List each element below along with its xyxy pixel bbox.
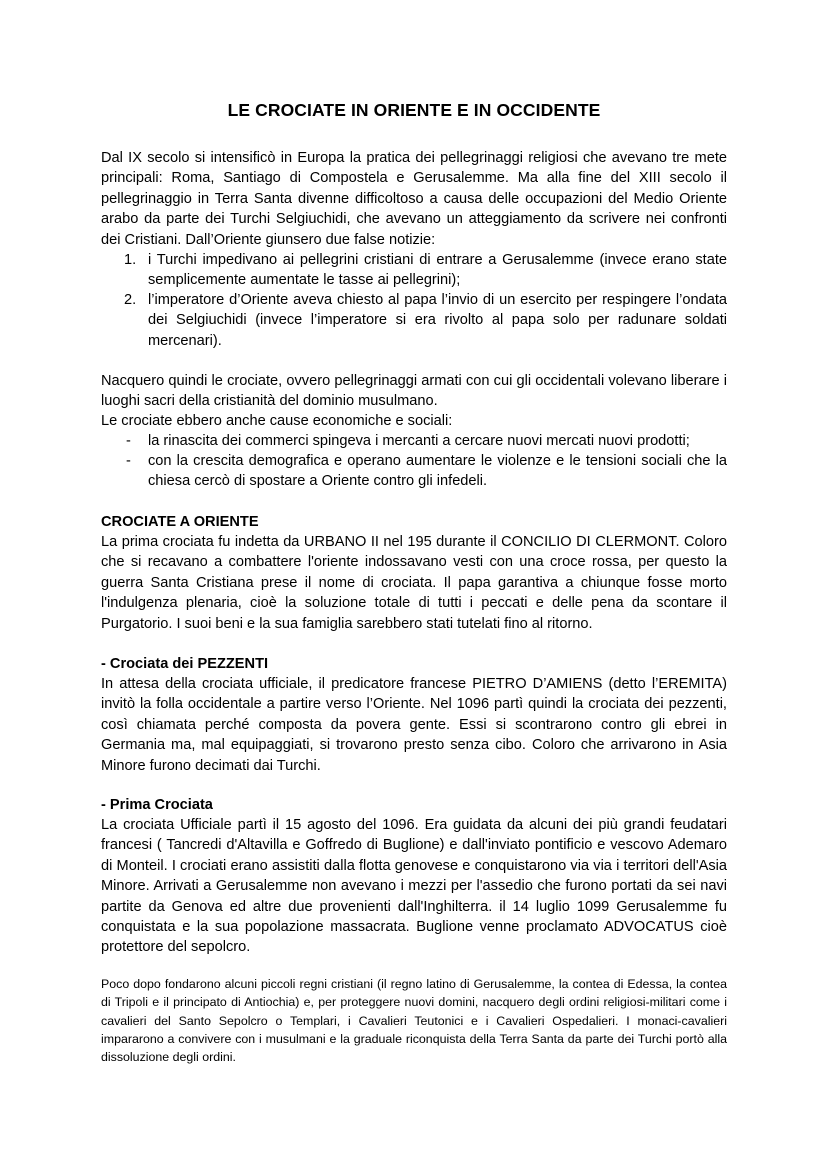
list-marker: - [126, 453, 131, 469]
section-text-oriente: La prima crociata fu indetta da URBANO II nel 195 durante il CONCILIO DI CLERMONT. Coloro che si recavano a combattere l'oriente indossavano vesti con una croce rossa, per questo la guerra Santa Cristiana prese il nome di crociata. Il papa garantiva a chiunque fosse morto l'indulgenza plenaria, cioè la soluzione totale di tutti i peccati e delle pena da scontare il Purgatorio. I suoi beni e la sua famiglia sarebbero stati tutelati fino al ritorno. [101, 534, 727, 632]
section-heading-pezzenti: - Crociata dei PEZZENTI [101, 656, 269, 672]
list-item: con la crescita demografica e operano aumentare le violenze e le tensioni sociali che la chiesa cercò di spostare a Oriente contro gli infedeli. [148, 453, 727, 490]
birth-paragraph: Nacquero quindi le crociate, ovvero pellegrinaggi armati con cui gli occidentali volevano liberare i luoghi sacri della cristianità del dominio musulmano. [101, 373, 727, 410]
section-heading-prima: - Prima Crociata [101, 797, 213, 813]
intro-paragraph: Dal IX secolo si intensificò in Europa la pratica dei pellegrinaggi religiosi che avevano tre mete principali: Roma, Santiago di Compostela e Gerusalemme. Ma alla fine del XIII secolo il pellegrinaggio in Terra Santa divenne difficoltoso a causa delle occupazioni del Medio Oriente arabo da parte dei Turchi Selgiuchidi, che avevano un atteggiamento da scrivere nei confronti dei Cristiani. Dall’Oriente giunsero due false notizie: [101, 150, 727, 248]
page-title: LE CROCIATE IN ORIENTE E IN OCCIDENTE [227, 100, 601, 120]
section-heading-oriente: CROCIATE A ORIENTE [101, 514, 259, 530]
list-item: la rinascita dei commerci spingeva i mercanti a cercare nuovi mercati nuovi prodotti; [148, 433, 690, 449]
list-item: l’imperatore d’Oriente aveva chiesto al papa l’invio di un esercito per respingere l’ondata dei Selgiuchidi (invece l’imperatore si era rivolto al papa solo per radunare soldati mercenari). [148, 292, 727, 349]
list-item: i Turchi impedivano ai pellegrini cristiani di entrare a Gerusalemme (invece erano state semplicemente aumentate le tasse ai pellegrini); [148, 252, 727, 289]
causes-intro: Le crociate ebbero anche cause economiche e sociali: [101, 413, 453, 429]
list-marker: 1. [124, 252, 137, 268]
list-marker: - [126, 433, 131, 449]
section-text-prima: La crociata Ufficiale partì il 15 agosto del 1096. Era guidata da alcuni dei più grandi feudatari francesi ( Tancredi d'Altavilla e Goffredo di Buglione) e dall'inviato pontificio e vescovo Ademaro di Monteil. I crociati erano assistiti dalla flotta genovese e conquistarono via via i territori dell'Asia Minore. Arrivati a Gerusalemme non avevano i mezzi per l'assedio che furono portati da sei navi partite da Genova ed altre due provenienti dall'Inghilterra. il 14 luglio 1099 Gerusalemme fu conquistata e la sua popolazione massacrata. Buglione venne proclamato ADVOCATUS cioè protettore del sepolcro. [101, 817, 727, 956]
closing-paragraph: Poco dopo fondarono alcuni piccoli regni cristiani (il regno latino di Gerusalemme, la contea di Edessa, la contea di Tripoli e il principato di Antiochia) e, per proteggere nuovi domini, nacquero degli ordini religiosi-militari come i cavalieri del Santo Sepolcro o Templari, i Cavalieri Teutonici e i Cavalieri Ospedalieri. I monaci-cavalieri impararono a convivere con i musulmani e la graduale riconquista della Terra Santa da parte dei Turchi portò alla dissoluzione degli ordini. [101, 977, 727, 1065]
section-text-pezzenti: In attesa della crociata ufficiale, il predicatore francese PIETRO D’AMIENS (detto l’EREMITA) invitò la folla occidentale a partire verso l’Oriente. Nel 1096 partì quindi la crociata dei pezzenti, così chiamata perché composta da povera gente. Essi si scontrarono contro gli ebrei in Germania ma, mal equipaggiati, si trovarono presto senza cibo. Coloro che arrivarono in Asia Minore furono decimati dai Turchi. [101, 676, 727, 774]
list-marker: 2. [124, 292, 137, 308]
